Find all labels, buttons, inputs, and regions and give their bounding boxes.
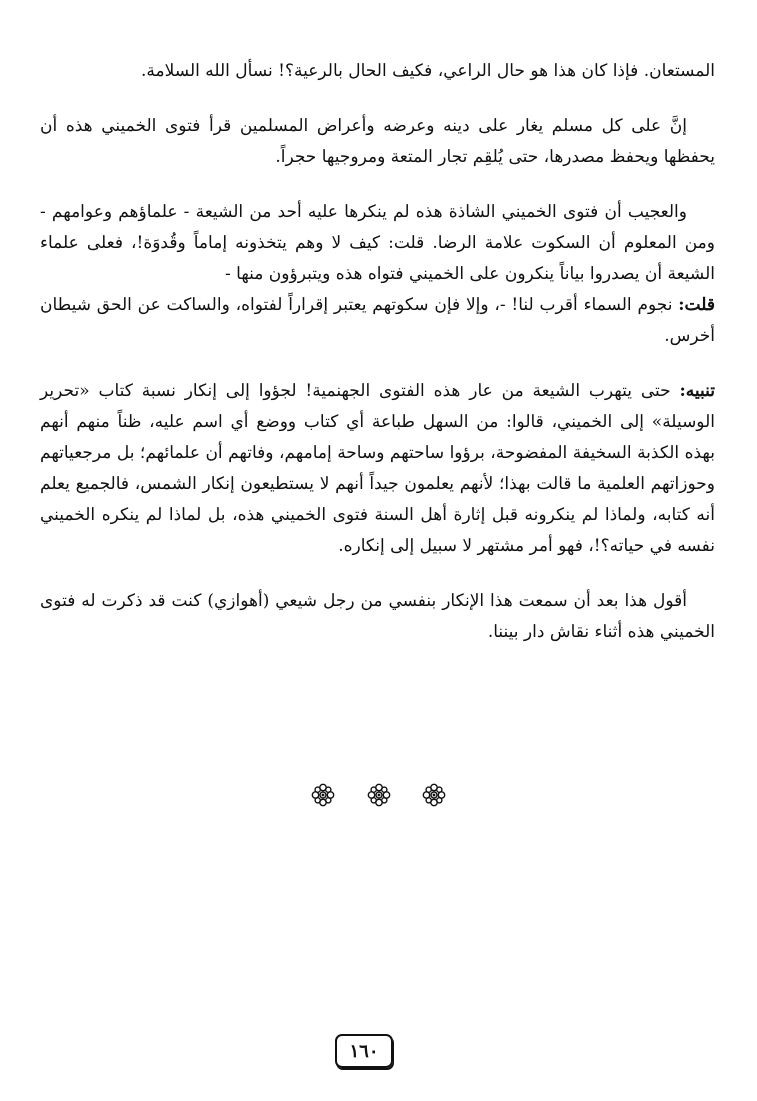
paragraph-shia-silence [40, 197, 715, 352]
paragraph-text: حتى يتهرب الشيعة من عار هذه الفتوى الجهنمية! لجؤوا إلى إنكار نسبة كتاب «تحرير الوسيلة» إلى الخميني، قالوا: من السهل طباعة أي كتاب ووضع أي اسم عليه، ظناً منهم أنهم بهذه الكذبة السخيفة المفضوحة، برؤوا ساحتهم وساحة إمامهم، وفاتهم أن علمائهم؛ بل مرجعياتهم وحوزاتهم العلمية ما قالت بهذا؛ لأنهم يعلمون جيداً أنهم لا يستطيعون إنكار الشمس، فالجميع يعلم أنه كتابه، ولماذا لم ينكرونه قبل إثارة أهل السنة فتوى الخميني هذه، بل لماذا لم ينكره الخميني نفسه في حياته؟!، فهو أمر مشتهر لا سبيل إلى إنكاره. [40, 381, 715, 556]
page-body [40, 56, 715, 648]
flower-ornament-icon [366, 782, 392, 808]
paragraph-testimony [40, 586, 715, 648]
paragraph-text: والعجيب أن فتوى الخميني الشاذة هذه لم ينكرها عليه أحد من الشيعة - علماؤهم وعوامهم - ومن المعلوم أن السكوت علامة الرضا. قلت: كيف لا وهم يتخذونه إماماً وقُدوَة!، فعلى علماء الشيعة أن يصدروا بياناً ينكرون على الخميني فتواه هذه ويتبرؤون منها - [40, 202, 715, 284]
paragraph-continuation: المستعان. فإذا كان هذا هو حال الراعي، فكيف الحال بالرعية؟! نسأل الله السلامة. [141, 61, 715, 81]
note-label: تنبيه: [679, 381, 716, 401]
section-divider-ornaments [0, 782, 757, 808]
paragraph-text: أقول هذا بعد أن سمعت هذا الإنكار بنفسي من رجل شيعي (أهوازي) كنت قد ذكرت له فتوى الخميني هذه أثناء نقاش دار بيننا. [40, 591, 715, 642]
paragraph-text: إنَّ على كل مسلم يغار على دينه وعرضه وأعراض المسلمين قرأ فتوى الخميني هذه أن يحفظها ويحفظ مصدرها، حتى يُلقِم تجار المتعة ومروجيها حجراً. [40, 116, 715, 167]
flower-ornament-icon [421, 782, 447, 808]
paragraph-text: نجوم السماء أقرب لنا! -، وإلا فإن سكوتهم يعتبر إقراراً لفتواه، والساكت عن الحق شيطان أخرس. [40, 295, 715, 346]
flower-ornament-icon [310, 782, 336, 808]
paragraph-preserve-fatwa [40, 111, 715, 173]
page-number: ١٦٠ [335, 1034, 393, 1068]
qultu-label: قلت: [678, 295, 715, 315]
paragraph-note [40, 376, 715, 562]
